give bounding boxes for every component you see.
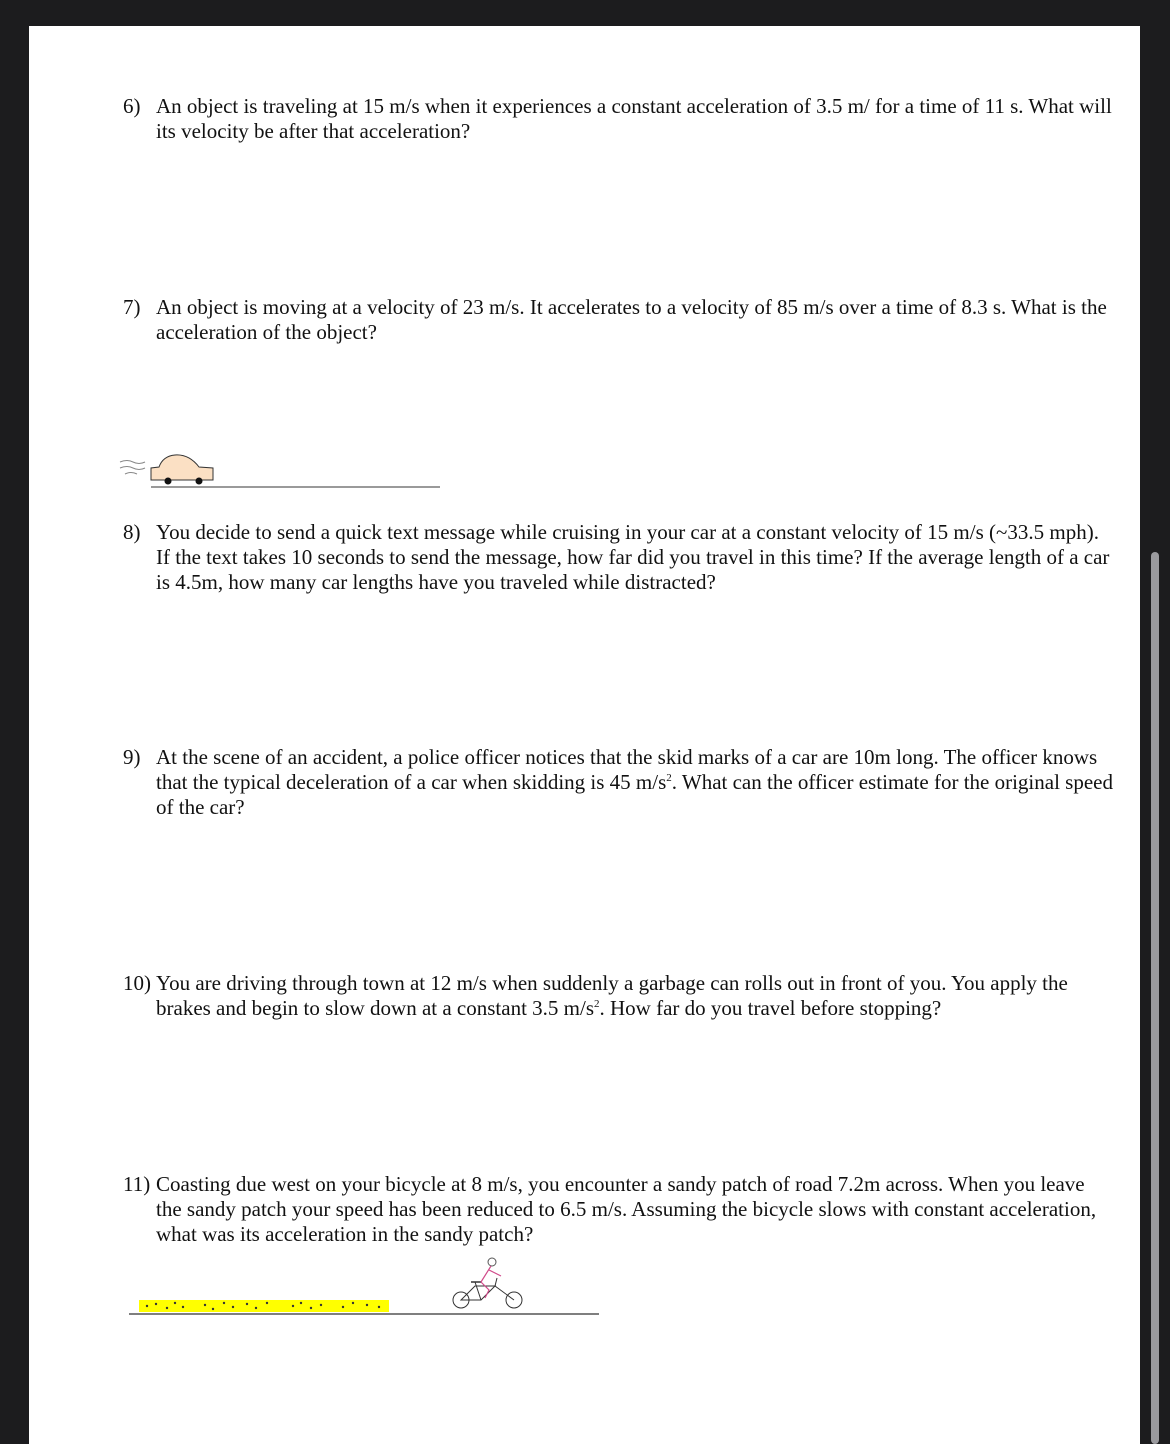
question-number: 7) [123, 295, 141, 319]
car-figure [115, 450, 445, 490]
question-text: Coasting due west on your bicycle at 8 m/s, you encounter a sandy patch of road 7.2m across. When you leave the sandy patch your speed has been reduced to 6.5 m/s. Assuming the bicycle slows with constant acceleration, what was its acceleration in the sandy patch? [156, 1172, 1097, 1246]
bicycle-figure [125, 1252, 605, 1318]
exponent: 2 [594, 998, 600, 1010]
question-number: 9) [123, 745, 141, 769]
question-text: An object is traveling at 15 m/s when it experiences a constant acceleration of 3.5 m/ for a time of 11 s. What will its velocity be after that acceleration? [156, 94, 1112, 143]
question-number: 11) [123, 1172, 151, 1196]
document-page [29, 26, 1140, 1444]
question-11 [123, 1172, 1113, 1247]
question-6 [123, 94, 1113, 144]
exponent: 2 [666, 772, 672, 784]
question-9 [123, 745, 1113, 820]
question-text: You are driving through town at 12 m/s when suddenly a garbage can rolls out in front of you. You apply the brakes and begin to slow down at a constant 3.5 $m/s^2$. How far do you travel before stopping? [156, 971, 1068, 1020]
scrollbar[interactable] [1151, 552, 1159, 1444]
question-8 [123, 520, 1113, 595]
question-text: At the scene of an accident, a police officer notices that the skid marks of a car are 10m long. The officer knows that the typical deceleration of a car when skidding is 45 $m/s^2$. What can the officer estimate for the original speed of the car? [156, 745, 1113, 819]
question-7 [123, 295, 1113, 345]
question-number: 10) [123, 971, 151, 995]
bicycle-icon [453, 1258, 522, 1308]
question-number: 8) [123, 520, 141, 544]
question-text: You decide to send a quick text message while cruising in your car at a constant velocity of 15 m/s (~33.5 mph). If the text takes 10 seconds to send the message, how far did you travel in this time? If the average length of a car is 4.5m, how many car lengths have you traveled while distracted? [156, 520, 1110, 594]
sandy-patch [139, 1300, 389, 1312]
question-number: 6) [123, 94, 141, 118]
question-text: An object is moving at a velocity of 23 m/s. It accelerates to a velocity of 85 m/s over a time of 8.3 s. What is the acceleration of the object? [156, 295, 1107, 344]
question-10 [123, 971, 1113, 1021]
car-icon [151, 455, 213, 485]
motion-lines-icon [120, 461, 145, 475]
